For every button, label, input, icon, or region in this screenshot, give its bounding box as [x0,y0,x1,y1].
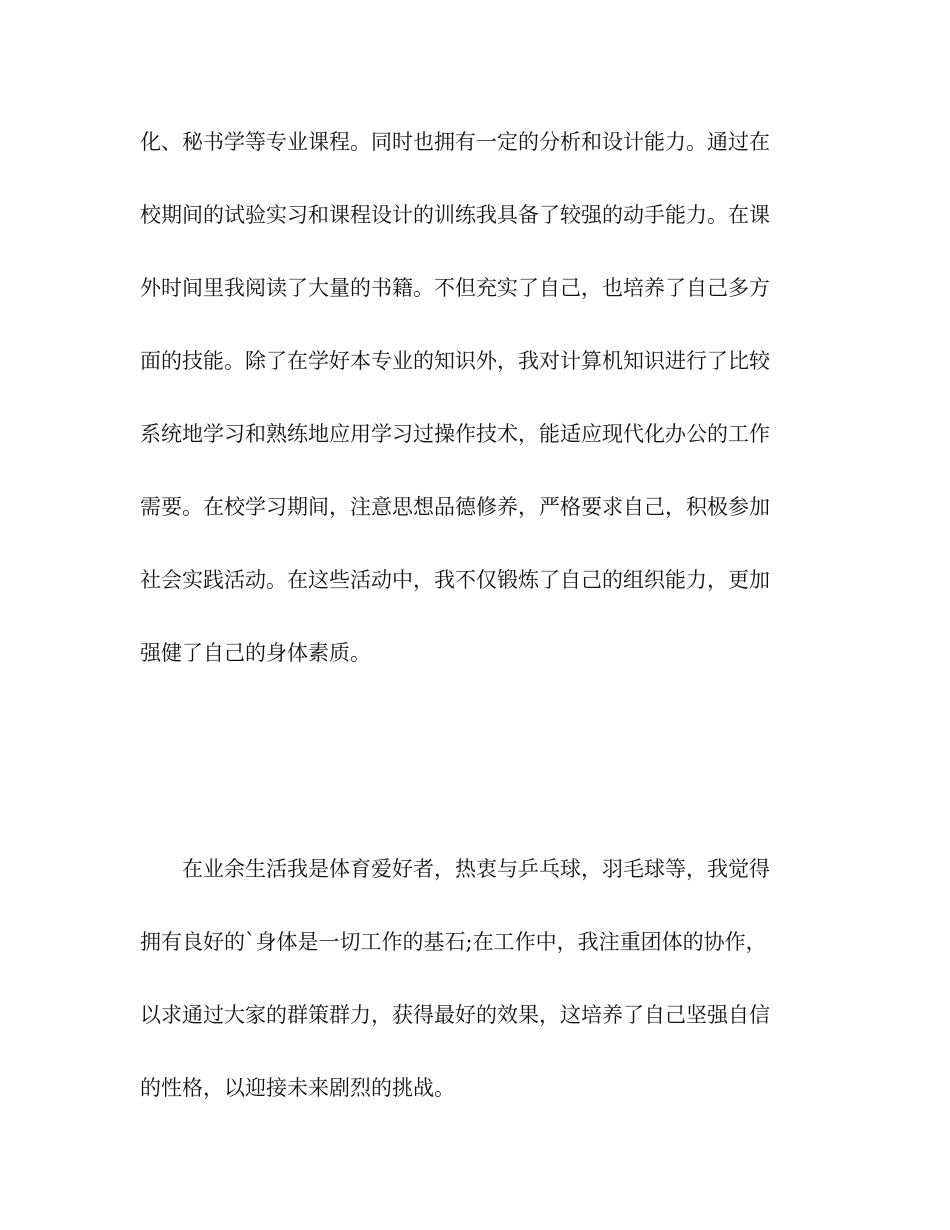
text-line: 外时间里我阅读了大量的书籍。不但充实了自己，也培养了自己多方 [140,276,770,300]
paragraph-hobbies [140,857,800,1149]
text-line: 化、秘书学等专业课程。同时也拥有一定的分析和设计能力。通过在 [140,130,770,154]
text-line: 社会实践活动。在这些活动中，我不仅锻炼了自己的组织能力，更加 [140,568,770,592]
text-line: 校期间的试验实习和课程设计的训练我具备了较强的动手能力。在课 [140,203,770,227]
text-line: 以求通过大家的群策群力，获得最好的效果，这培养了自己坚强自信 [140,1003,770,1027]
text-line: 系统地学习和熟练地应用学习过操作技术，能适应现代化办公的工作 [140,422,770,446]
text-line: 需要。在校学习期间，注意思想品德修养，严格要求自己，积极参加 [140,495,770,519]
text-line: 的性格，以迎接未来剧烈的挑战。 [140,1076,455,1100]
paragraph-education [140,130,800,714]
text-line: 在业余生活我是体育爱好者，热衷与乒乓球，羽毛球等，我觉得 [140,857,770,881]
text-line: 拥有良好的`身体是一切工作的基石;在工作中，我注重团体的协作， [140,930,767,954]
text-line: 面的技能。除了在学好本专业的知识外，我对计算机知识进行了比较 [140,349,770,373]
text-line: 强健了自己的身体素质。 [140,641,371,665]
